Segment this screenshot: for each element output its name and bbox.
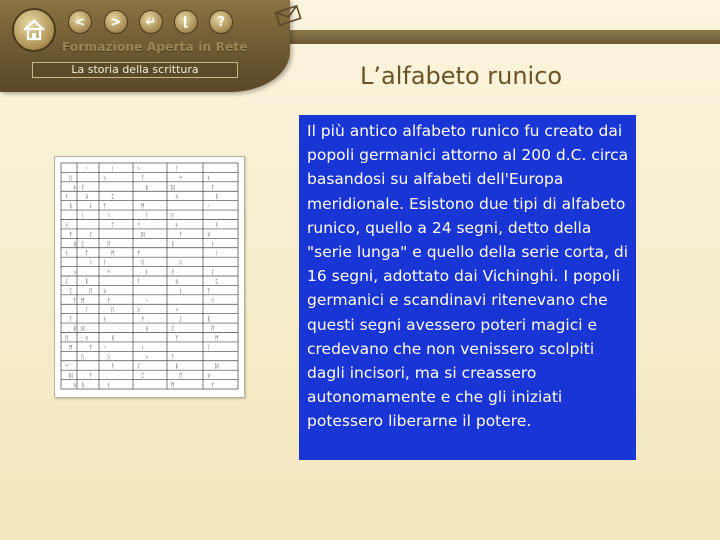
rune-glyph: ᛟ [85, 334, 89, 342]
rune-glyph: ᚦ [73, 184, 77, 192]
rune-glyph: ᛈ [141, 372, 145, 380]
rune-glyph: ᛉ [207, 287, 211, 295]
nav-banner [0, 0, 290, 92]
home-icon [21, 17, 47, 43]
rune-glyph: ᚺ [145, 325, 149, 333]
rune-glyph: ᛏ [111, 221, 115, 229]
rune-glyph: ᛗ [69, 344, 73, 352]
rune-glyph: ᚲ [85, 165, 89, 173]
runic-table-graphic [55, 157, 244, 397]
rune-glyph: ᛟ [73, 382, 77, 389]
rune-glyph: ᚢ [111, 306, 115, 314]
rune-glyph: ᚦ [175, 221, 179, 229]
rune-glyph: ᛗ [215, 334, 219, 342]
rune-glyph: ᛜ [137, 221, 141, 229]
first-page-button[interactable]: ⌊ [174, 10, 198, 34]
rune-glyph: ᚾ [89, 203, 93, 211]
rune-glyph: ᛟ [175, 193, 179, 201]
rune-glyph: ᛊ [137, 165, 141, 173]
rune-glyph: ᛟ [103, 287, 107, 295]
rune-glyph: ᛚ [207, 344, 211, 352]
rune-glyph: ᚺ [85, 193, 89, 201]
rune-glyph: ᛗ [111, 250, 115, 258]
help-button[interactable]: ? [209, 10, 233, 34]
rune-glyph: ᛞ [141, 231, 145, 239]
rune-glyph: ᚾ [179, 287, 183, 295]
brand-logo-text: Formazione Aperta in Rete [62, 40, 248, 54]
body-text-box [299, 115, 636, 460]
forward-button[interactable]: > [104, 10, 128, 34]
page-title: L’alfabeto runico [360, 62, 563, 90]
rune-glyph: ᛜ [65, 363, 69, 371]
rune-glyph: ᚹ [215, 221, 219, 229]
rune-glyph: ᛇ [89, 231, 93, 239]
rune-glyph: ᚱ [81, 382, 85, 389]
rune-glyph: ᚨ [137, 278, 141, 286]
rune-glyph: ᚠ [137, 250, 141, 258]
rune-glyph: ᚨ [211, 184, 215, 192]
rune-glyph: ᛜ [179, 174, 183, 182]
rune-glyph: ᚠ [107, 297, 111, 305]
rune-glyph: ᚾ [65, 250, 69, 258]
rune-glyph: ᛁ [81, 212, 85, 220]
rune-glyph: ᛈ [69, 287, 73, 295]
rune-glyph: ᚨ [179, 231, 183, 239]
rune-glyph: ᛇ [179, 316, 183, 324]
rune-glyph: ᚢ [141, 259, 145, 267]
rune-glyph: ᛃ [175, 306, 179, 314]
rune-glyph: ᚢ [69, 174, 73, 182]
rune-glyph: ᛏ [141, 174, 145, 182]
rune-glyph: ᛉ [73, 297, 77, 305]
rune-glyph: ᚨ [65, 193, 69, 201]
rune-glyph: ᛖ [211, 325, 215, 333]
rune-glyph: ᚱ [171, 240, 175, 248]
rune-glyph: ᛒ [207, 316, 211, 324]
rune-glyph: ᛖ [107, 240, 111, 248]
rune-glyph: ᛉ [103, 203, 107, 211]
rune-glyph: ᛇ [211, 269, 215, 276]
banner-wing [230, 30, 720, 44]
rune-glyph: ᚨ [89, 372, 93, 380]
rune-glyph: ᛞ [81, 325, 85, 333]
rune-glyph: ᛚ [145, 212, 149, 220]
rune-glyph: ᚺ [207, 231, 211, 239]
rune-glyph: ᚢ [81, 353, 85, 361]
rune-glyph: ᚹ [111, 363, 115, 371]
rune-glyph: ᛖ [89, 287, 93, 295]
rune-glyph: ᚲ [103, 344, 107, 352]
rune-glyph: ᛗ [171, 382, 175, 389]
rune-glyph: ᚠ [89, 344, 93, 352]
rune-glyph: ᚷ [137, 306, 141, 314]
rune-glyph: ᛈ [171, 325, 175, 333]
rune-glyph: ᛃ [103, 174, 107, 182]
rune-glyph: ᛁ [141, 344, 145, 352]
body-text: Il più antico alfabeto runico fu creato dai popoli germanici attorno al 200 d.C. circa basandosi su alfabeti dell'Europa meridionale. Esistono due tipi di alfabeto runico, quello a 24 segni, detto della "serie lunga" e quello della serie corta, di 16 segni, adottato dai Vichinghi. I popoli germanici e scandinavi ritenevano che questi segni avessero poteri magici e credevano che non venissero scolpiti dagli incisori, ma si creassero autonomamente e che gli iniziati potessero liberarne il potere. [307, 122, 629, 431]
rune-glyph: ᚷ [179, 259, 183, 267]
rune-glyph: ᚱ [111, 334, 115, 342]
rune-glyph: ᛒ [175, 363, 179, 371]
rune-glyph: ᛗ [141, 203, 145, 211]
rune-glyph: ᛚ [175, 165, 179, 173]
rune-glyph: ᛖ [65, 334, 69, 342]
rune-glyph: ᛈ [215, 278, 219, 286]
rune-glyph: ᛞ [171, 184, 175, 192]
rune-glyph: ᚾ [107, 382, 111, 389]
rune-glyph: ᚦ [103, 316, 107, 324]
rune-glyph: ᛊ [89, 259, 93, 267]
rune-glyph: ᛒ [145, 184, 149, 192]
rune-glyph: ᚺ [175, 278, 179, 286]
rune-glyph: ᛚ [85, 306, 89, 314]
rune-glyph: ᛟ [207, 372, 211, 380]
rune-glyph: ᚱ [215, 193, 219, 201]
rune-glyph: ᛈ [81, 240, 85, 248]
rune-glyph: ᛖ [179, 372, 183, 380]
rune-glyph: ᛇ [65, 278, 69, 286]
rune-glyph: ᛞ [215, 363, 219, 371]
rune-glyph: ᚦ [207, 174, 211, 182]
rune-glyph: ᛜ [107, 269, 111, 276]
rune-glyph: ᚦ [145, 269, 149, 276]
home-button[interactable] [12, 8, 56, 52]
rune-glyph: ᚾ [211, 240, 215, 248]
rune-glyph: ᚷ [107, 353, 111, 361]
section-label: La storia della scrittura [32, 62, 238, 78]
rune-glyph: ᛁ [215, 250, 219, 258]
rune-glyph: ᚹ [171, 269, 175, 276]
rune-glyph: ᛃ [73, 269, 77, 276]
rune-glyph: ᛃ [145, 353, 149, 361]
runic-alphabet-table-image [54, 156, 245, 398]
rune-glyph: ᛞ [69, 372, 73, 380]
rune-glyph: ᛇ [137, 363, 141, 371]
rune-glyph: ᚺ [73, 240, 77, 248]
rune-glyph: ᚷ [65, 221, 69, 229]
back-button[interactable]: < [68, 10, 92, 34]
rune-glyph: ᛗ [81, 297, 85, 305]
rune-glyph: ᛏ [69, 316, 73, 324]
return-button[interactable]: ↵ [139, 10, 163, 34]
rune-glyph: ᚲ [145, 297, 149, 305]
rune-glyph: ᛊ [107, 212, 111, 220]
rune-glyph: ᛒ [85, 278, 89, 286]
rune-glyph: ᚲ [207, 203, 211, 211]
rune-glyph: ᚱ [69, 203, 73, 211]
rune-glyph: ᚹ [141, 316, 145, 324]
rune-glyph: ᛒ [73, 325, 77, 333]
rune-glyph: ᛉ [175, 334, 179, 342]
rune-glyph: ᛚ [103, 259, 107, 267]
rune-glyph: ᛏ [171, 353, 175, 361]
mail-icon[interactable] [274, 4, 302, 26]
rune-glyph: ᚹ [69, 231, 73, 239]
rune-glyph: ᛁ [111, 165, 115, 173]
rune-glyph: ᚢ [171, 212, 175, 220]
rune-glyph: ᚹ [81, 184, 85, 192]
rune-glyph: ᛈ [111, 193, 115, 201]
rune-glyph: ᛉ [85, 250, 89, 258]
rune-glyph: ᚠ [211, 382, 215, 389]
rune-glyph: ᛊ [211, 297, 215, 305]
